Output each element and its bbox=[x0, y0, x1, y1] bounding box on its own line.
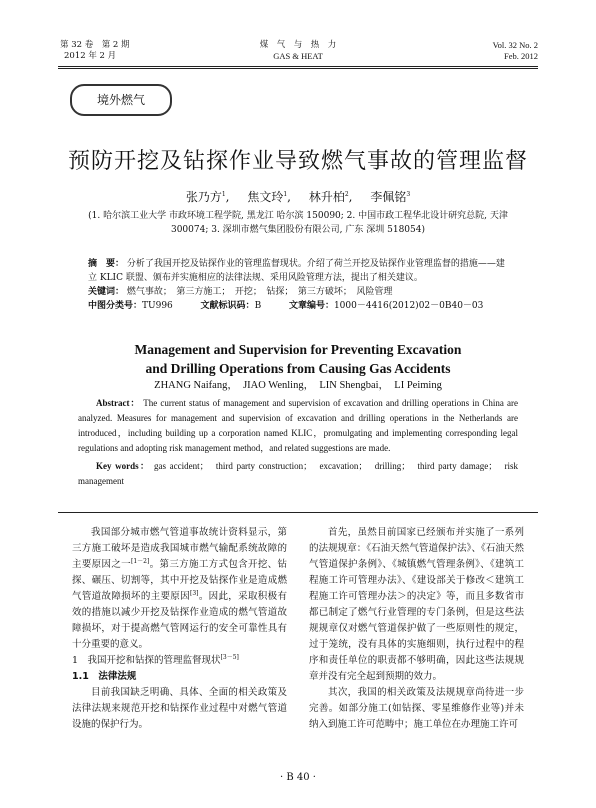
abstract-divider bbox=[58, 512, 538, 513]
volume-issue-en: Vol. 32 No. 2 bbox=[492, 40, 538, 50]
authors-en: ZHANG Naifang， JIAO Wenling， LIN Shengbai， LI Peiming bbox=[154, 380, 442, 391]
keywords-cn-label: 关键词： bbox=[88, 287, 125, 297]
doc-code: B bbox=[254, 301, 262, 311]
author: 林升柏$^2$, bbox=[308, 190, 353, 204]
classification-line: 中图分类号：TU996 文献标识码：B 文章编号：1000－4416(2012)02－0B40－03 bbox=[88, 301, 484, 311]
author: 张乃方$^1$, bbox=[185, 190, 230, 204]
keywords-cn: 关键词： 燃气事故； 第三方施工； 开挖； 钻探； 第三方破坏； 风险管理 bbox=[88, 287, 393, 297]
citation: [3] bbox=[189, 589, 199, 597]
body-column-left bbox=[72, 525, 287, 733]
volume-issue-cn: 第 32 卷 第 2 期 bbox=[60, 40, 130, 50]
journal-name-en: GAS & HEAT bbox=[273, 51, 323, 61]
abstract-cn-text: 摘 要： 分析了我国开挖及钻探作业的管理监督现状。介绍了荷兰开挖及钻探作业管理监督的措施——建立 KLIC 联盟、颁布并实施相应的法律法规、采用风险管理方法，提出了相关建议。 bbox=[88, 259, 505, 283]
authors-cn bbox=[0, 189, 596, 205]
keywords-en-label: Key words： bbox=[96, 461, 151, 471]
section-tag: 境外燃气 bbox=[70, 84, 172, 116]
section-heading: 1 我国开挖和钻探的管理监督现状[3－5] bbox=[72, 653, 239, 666]
abstract-en-text: Abstract： The current status of management and supervision of excavation and drilling operations in China are analyzed. Measures for management and supervision of excavation and drilling operations in the Netherlands are introduced，including building up a corporation named KLIC，promulgating and implementing corresponding legal regulations and adopting risk management method，and related suggestions are made. bbox=[78, 398, 519, 453]
body-paragraph: 首先，虽然目前国家已经颁布并实施了一系列的法规规章：《石油天然气管道保护法》、《石油天然气管道保护条例》、《城镇燃气管理条例》、《建筑工程施工许可管理办法》、《建设部关于修改＜建筑工程施工许可管理办法＞的决定》等，而且多数省市都已制定了燃气行业管理的专门条例，但是这些法规规章仅对燃气管道保护做了一些原则性的规定，过于笼统，没有具体的实施细则，执行过程中的程序和责任单位的职责都不够明确，因此这些法规规章并没有完全起到预期的效力。 bbox=[309, 527, 524, 682]
body-paragraph: 我国部分城市燃气管道事故统计资料显示，第三方施工破坏是造成我国城市燃气输配系统故障的主要原因之一[1－2]。第三方施工方式包含开挖、钻探、碾压、切割等，其中开挖及钻探作业是造成燃气管道故障损坏的主要原因[3]。因此，采取积极有效的措施以减少开挖及钻探作业造成的燃气管道故障损坏，对于提高燃气管网运行的安全可靠性具有十分重要的意义。 bbox=[72, 527, 287, 650]
title-en: Management and Supervision for Preventing Excavation and Drilling Operations from Causing Gas Accidents bbox=[134, 342, 462, 376]
page-number: · B 40 · bbox=[280, 772, 316, 783]
citation: [1－2] bbox=[131, 557, 150, 565]
keywords-en: Key words： gas accident； third party construction； excavation； drilling； third party damage； risk management bbox=[78, 461, 518, 486]
citation: [3－5] bbox=[220, 653, 239, 661]
body-column-right bbox=[309, 525, 524, 733]
date-cn: 2012 年 2 月 bbox=[64, 51, 117, 61]
header-rule bbox=[58, 66, 538, 67]
body-paragraph: 其次，我国的相关政策及法规规章尚待进一步完善。如部分施工(如钻探、零星维修作业等)并未纳入到施工许可范畴中；施工单位在办理施工许可 bbox=[309, 687, 524, 730]
header-volume-en bbox=[493, 40, 538, 62]
abstract-cn-label: 摘 要： bbox=[88, 259, 125, 269]
article-number: 1000－4416(2012)02－0B40－03 bbox=[333, 301, 484, 311]
journal-name-cn: 煤 气 与 热 力 bbox=[259, 40, 337, 50]
abstract-cn bbox=[88, 257, 508, 313]
header-rule-thin bbox=[58, 68, 538, 69]
date-en: Feb. 2012 bbox=[504, 51, 538, 61]
clc-code: TU996 bbox=[142, 301, 173, 311]
author: 李佩铭$^3$ bbox=[370, 190, 411, 204]
title-cn: 预防开挖及钻探作业导致燃气事故的管理监督 bbox=[67, 149, 528, 174]
author: 焦文玲$^1$, bbox=[247, 190, 291, 204]
abstract-en bbox=[78, 396, 518, 489]
subsection-heading: 1.1 法律法规 bbox=[72, 671, 137, 682]
abstract-en-label: Abstract： bbox=[96, 398, 141, 408]
affiliations-cn: (1. 哈尔滨工业大学 市政环境工程学院, 黑龙江 哈尔滨 150090; 2. 中国市政工程华北设计研究总院, 天津 300074; 3. 深圳市燃气集团股份有限公司, 广东 深圳 518054) bbox=[88, 211, 508, 235]
body-paragraph: 目前我国缺乏明确、具体、全面的相关政策及法律法规来规范开挖和钻探作业过程中对燃气管道设施的保护行为。 bbox=[72, 687, 287, 730]
